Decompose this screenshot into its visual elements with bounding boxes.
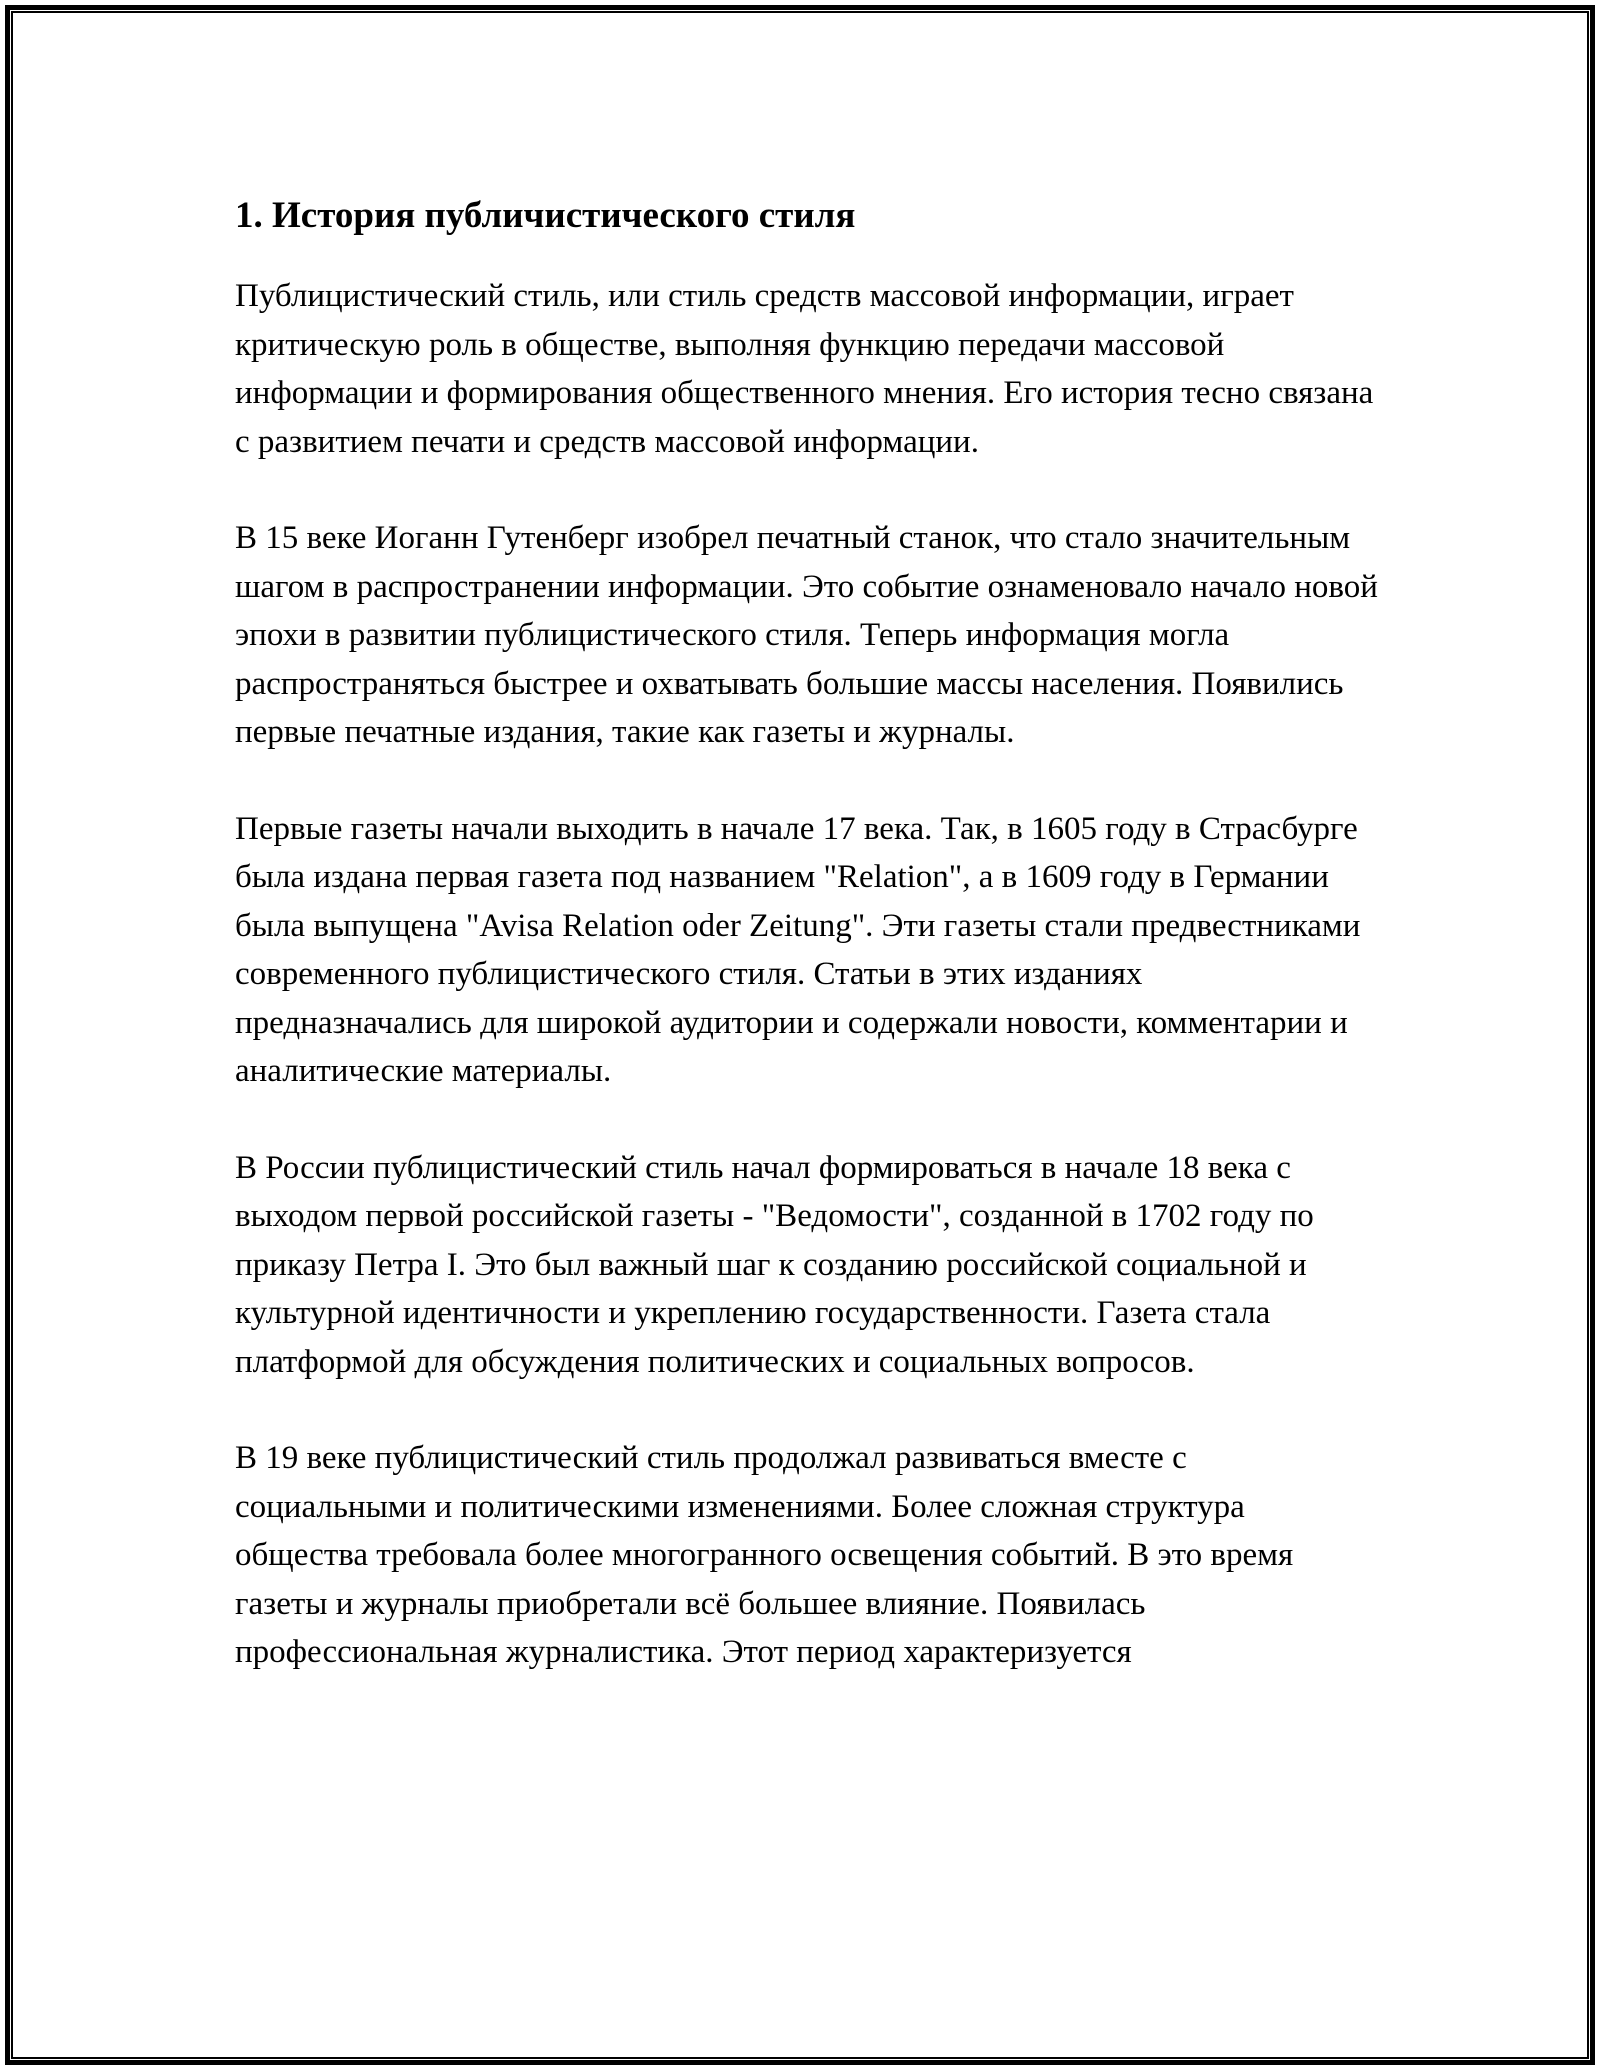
document-body xyxy=(235,188,1385,1725)
section-heading: 1. История публичистического стиля xyxy=(235,195,856,236)
paragraph-gutenberg: В 15 веке Иоганн Гутенберг изобрел печатный станок, что стало значительным шагом в распространении информации. Это событие ознаменовало начало новой эпохи в развитии публицистического стиля. Теперь информация могла распространяться быстрее и охватывать большие массы населения. Появились первые печатные издания, такие как газеты и журналы. xyxy=(235,520,1378,750)
paragraph-intro: Публицистический стиль, или стиль средств массовой информации, играет критическую роль в обществе, выполняя функцию передачи массовой информации и формирования общественного мнения. Его история тесно связана с развитием печати и средств массовой информации. xyxy=(235,278,1374,460)
paragraph-first-newspapers: Первые газеты начали выходить в начале 17 века. Так, в 1605 году в Страсбурге была издана первая газета под названием "Relation", а в 1609 году в Германии была выпущена "Avisa Relation oder Zeitung". Эти газеты стали предвестниками современного публицистического стиля. Статьи в этих изданиях предназначались для широкой аудитории и содержали новости, комментарии и аналитические материалы. xyxy=(235,810,1361,1089)
paragraph-19th-century: В 19 веке публицистический стиль продолжал развиваться вместе с социальными и политическими изменениями. Более сложная структура общества требовала более многогранного освещения событий. В это время газеты и журналы приобретали всё большее влияние. Появилась профессиональная журналистика. Этот период характеризуется xyxy=(235,1440,1294,1670)
paragraph-russia: В России публицистический стиль начал формироваться в начале 18 века с выходом первой российской газеты - "Ведомости", созданной в 1702 году по приказу Петра I. Это был важный шаг к созданию российской социальной и культурной идентичности и укреплению государственности. Газета стала платформой для обсуждения политических и социальных вопросов. xyxy=(235,1149,1314,1380)
